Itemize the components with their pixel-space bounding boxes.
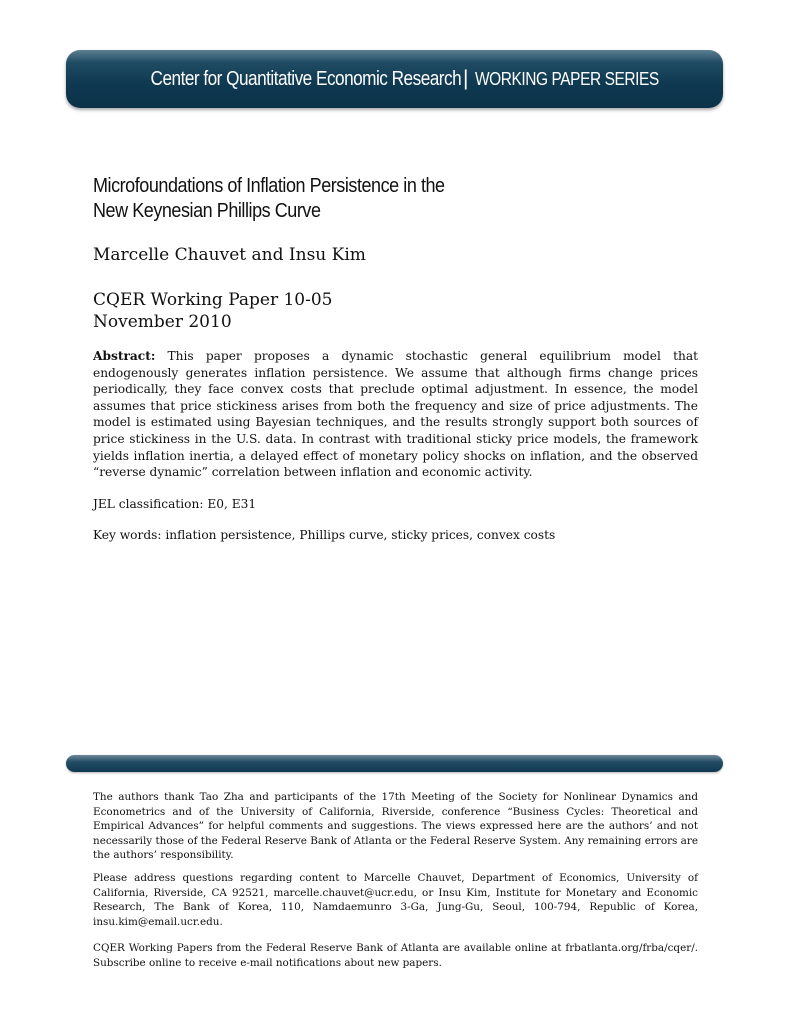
banner-series-label: WORKING PAPER SERIES bbox=[475, 68, 660, 89]
paper-title bbox=[93, 174, 653, 224]
divider-bar bbox=[66, 755, 723, 772]
paper-authors: Marcelle Chauvet and Insu Kim bbox=[93, 245, 366, 265]
publication-date: November 2010 bbox=[93, 312, 232, 332]
acknowledgments-note: The authors thank Tao Zha and participants of the 17th Meeting of the Society for Nonlinear Dynamics and Econometrics and of the University of California, Riverside, conference “Business Cycles: Theoretical and Empirical Advances” for helpful comments and suggestions. The views expressed here are the authors’ and not necessarily those of the Federal Reserve Bank of Atlanta or the Federal Reserve System. Any remaining errors are the authors’ responsibility. bbox=[93, 791, 698, 862]
availability-note: CQER Working Papers from the Federal Reserve Bank of Atlanta are available online at frbatlanta.org/frba/cqer/. Subscribe online to receive e-mail notifications about new papers. bbox=[93, 942, 698, 969]
banner-separator: | bbox=[462, 67, 469, 90]
abstract-text: This paper proposes a dynamic stochastic general equilibrium model that endogenously generates inflation persistence. We assume that although firms change prices periodically, they face convex costs that preclude optimal adjustment. In essence, the model assumes that price stickiness arises from both the frequency and size of price adjustments. The model is estimated using Bayesian techniques, and the results strongly support both sources of price stickiness in the U.S. data. In contrast with traditional sticky price models, the framework yields inflation inertia, a delayed effect of monetary policy shocks on inflation, and the observed “reverse dynamic” correlation between inflation and economic activity. bbox=[93, 349, 698, 480]
jel-classification: JEL classification: E0, E31 bbox=[93, 497, 257, 511]
banner-title: Center for Quantitative Economic Research bbox=[150, 67, 461, 90]
paper-title-line-2: New Keynesian Phillips Curve bbox=[93, 200, 321, 222]
key-words: Key words: inflation persistence, Phillips curve, sticky prices, convex costs bbox=[93, 528, 556, 542]
abstract bbox=[93, 348, 698, 481]
working-paper-number: CQER Working Paper 10-05 bbox=[93, 290, 333, 310]
paper-title-line-1: Microfoundations of Inflation Persistence in the bbox=[93, 175, 445, 197]
abstract-label: Abstract: bbox=[93, 349, 156, 363]
series-banner bbox=[66, 50, 723, 108]
contact-note: Please address questions regarding content to Marcelle Chauvet, Department of Economics, University of California, Riverside, CA 92521, marcelle.chauvet@ucr.edu, or Insu Kim, Institute for Monetary and Economic Research, The Bank of Korea, 110, Namdaemunro 3-Ga, Jung-Gu, Seoul, 100-794, Republic of Korea, insu.kim@email.ucr.edu. bbox=[93, 872, 698, 928]
